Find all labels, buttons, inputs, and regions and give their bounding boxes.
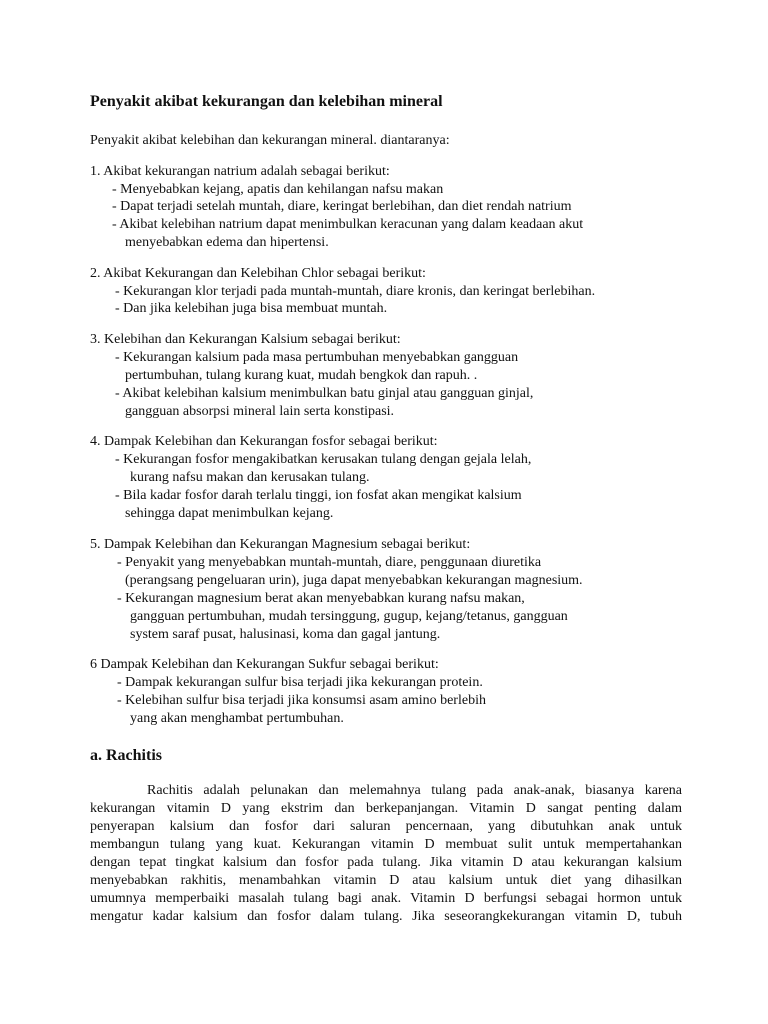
item-3-heading: 3. Kelebihan dan Kekurangan Kalsium sebagai berikut: [90,332,401,347]
item-1-heading: 1. Akibat kekurangan natrium adalah sebagai berikut: [90,164,390,179]
paragraph-line: umumnya memperbaiki masalah tulang bagi anak. Vitamin D berfungsi sebagai hormon untuk [90,891,682,906]
item-2-heading: 2. Akibat Kekurangan dan Kelebihan Chlor sebagai berikut: [90,266,426,281]
paragraph-line: penyerapan kalsium dan fosfor dari saluran pencernaan, yang dibutuhkan anak untuk [90,819,682,834]
item-1-line: - Akibat kelebihan natrium dapat menimbulkan keracunan yang dalam keadaan akut [112,217,584,232]
item-5-line: - Penyakit yang menyebabkan muntah-muntah, diare, penggunaan diuretika [117,555,542,570]
intro-text: Penyakit akibat kelebihan dan kekurangan mineral. diantaranya: [90,133,450,148]
item-6-line: yang akan menghambat pertumbuhan. [130,711,344,726]
item-4-line: - Bila kadar fosfor darah terlalu tinggi, ion fosfat akan mengikat kalsium [115,488,522,503]
item-3-line: gangguan absorpsi mineral lain serta konstipasi. [125,404,395,419]
item-5-line: system saraf pusat, halusinasi, koma dan gagal jantung. [130,627,441,642]
item-6-line: - Dampak kekurangan sulfur bisa terjadi jika kekurangan protein. [117,675,483,690]
paragraph-line: kekurangan vitamin D yang ekstrim dan berkepanjangan. Vitamin D sangat penting dalam [90,801,682,816]
item-4-heading: 4. Dampak Kelebihan dan Kekurangan fosfor sebagai berikut: [90,434,438,449]
item-6-heading: 6 Dampak Kelebihan dan Kekurangan Sukfur sebagai berikut: [90,657,439,672]
section-heading: a. Rachitis [90,747,162,764]
item-2-line: - Dan jika kelebihan juga bisa membuat muntah. [115,301,388,316]
item-5-heading: 5. Dampak Kelebihan dan Kekurangan Magnesium sebagai berikut: [90,537,471,552]
item-3-line: - Akibat kelebihan kalsium menimbulkan batu ginjal atau gangguan ginjal, [115,386,534,401]
item-4-line: sehingga dapat menimbulkan kejang. [125,506,334,521]
item-3-line: - Kekurangan kalsium pada masa pertumbuhan menyebabkan gangguan [115,350,519,365]
item-2-line: - Kekurangan klor terjadi pada muntah-muntah, diare kronis, dan keringat berlebihan. [115,284,596,299]
item-5-line: (perangsang pengeluaran urin), juga dapat menyebabkan kekurangan magnesium. [125,573,583,588]
item-1-line: - Menyebabkan kejang, apatis dan kehilangan nafsu makan [112,182,444,197]
item-5-line: gangguan pertumbuhan, mudah tersinggung, gugup, kejang/tetanus, gangguan [130,609,568,624]
item-4-line: kurang nafsu makan dan kerusakan tulang. [130,470,370,485]
item-4-line: - Kekurangan fosfor mengakibatkan kerusakan tulang dengan gejala lelah, [115,452,532,467]
paragraph-line: menyebabkan rakhitis, menambahkan vitamin D atau kalsium untuk diet yang dihasilkan [90,873,682,888]
item-6-line: - Kelebihan sulfur bisa terjadi jika konsumsi asam amino berlebih [117,693,486,708]
page-title: Penyakit akibat kekurangan dan kelebihan mineral [90,93,443,110]
item-3-line: pertumbuhan, tulang kurang kuat, mudah bengkok dan rapuh. . [125,368,478,383]
paragraph-line: mengatur kadar kalsium dan fosfor dalam tulang. Jika seseorangkekurangan vitamin D, tubuh [90,909,682,924]
paragraph-line: Rachitis adalah pelunakan dan melemahnya tulang pada anak-anak, biasanya karena [147,783,682,798]
paragraph-line: membangun tulang yang kuat. Kekurangan vitamin D membuat sulit untuk mempertahankan [90,837,682,852]
paragraph-line: dengan tepat tingkat kalsium dan fosfor pada tulang. Jika vitamin D atau kekurangan kalsium [90,855,682,870]
item-5-line: - Kekurangan magnesium berat akan menyebabkan kurang nafsu makan, [117,591,525,606]
item-1-line: - Dapat terjadi setelah muntah, diare, keringat berlebihan, dan diet rendah natrium [112,199,572,214]
item-1-line: menyebabkan edema dan hipertensi. [125,235,329,250]
